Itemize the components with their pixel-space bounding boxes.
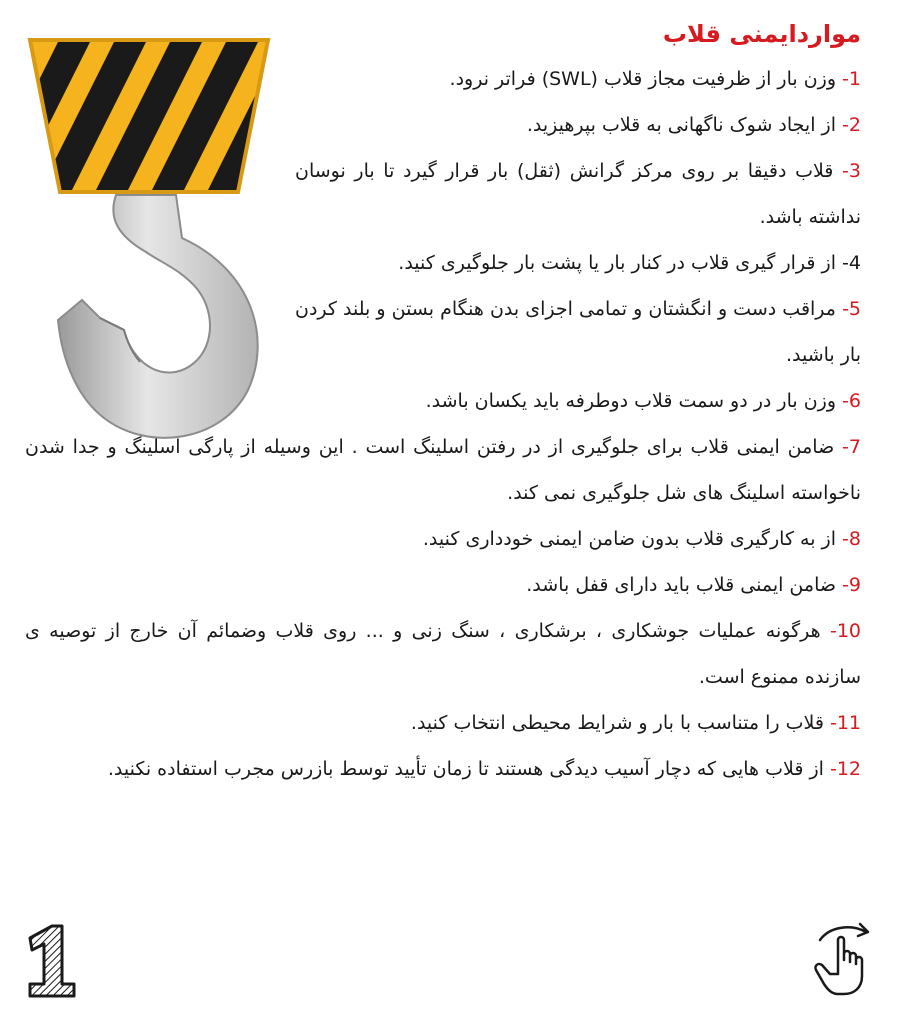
item-number: 6- [842,390,861,412]
item-number: 12- [829,758,861,780]
list-item [25,424,861,516]
list-item [295,240,861,286]
item-number: 10- [829,620,861,642]
item-text: هرگونه عملیات جوشکاری ، برشکاری ، سنگ زنی و ... روی قلاب وضمائم آن خارج از توصیه ی سازنده ممنوع است. [25,620,861,688]
item-text: از به کارگیری قلاب بدون ضامن ایمنی خودداری کنید. [422,528,836,550]
list-item [25,562,861,608]
item-text: ضامن ایمنی قلاب برای جلوگیری از در رفتن اسلینگ است . این وسیله از پارگی اسلینگ و جدا شدن ناخواسته اسلینگ های شل جلوگیری نمی کند. [25,436,861,504]
page-number [22,920,82,1000]
item-number: 8- [842,528,861,550]
list-item [25,608,861,700]
list-item [295,102,861,148]
list-item [295,56,861,102]
item-number: 1- [842,68,861,90]
item-text: از ایجاد شوک ناگهانی به قلاب بپرهیزید. [526,114,836,136]
list-item [25,746,861,792]
item-text: از قرار گیری قلاب در کنار بار یا پشت بار جلوگیری کنید. [398,252,836,274]
item-number: 9- [842,574,861,596]
item-number: 2- [842,114,861,136]
item-number: 4- [842,252,861,274]
item-text: قلاب دقیقا بر روی مرکز گرانش (ثقل) بار قرار گیرد تا بار نوسان نداشته باشد. [295,160,861,228]
list-item [295,286,861,378]
item-number: 3- [842,160,861,182]
item-number: 7- [842,436,861,458]
item-text: قلاب را متناسب با بار و شرایط محیطی انتخاب کنید. [410,712,824,734]
safety-content [25,12,861,792]
page-title: مواردایمنی قلاب [662,20,861,48]
list-item [25,378,861,424]
item-number: 5- [842,298,862,320]
item-text: وزن بار از ظرفیت مجاز قلاب (SWL) فراتر نرود. [449,68,836,90]
item-number: 11- [829,712,861,734]
item-text: وزن بار در دو سمت قلاب دوطرفه باید یکسان باشد. [425,390,836,412]
item-text: از قلاب هایی که دچار آسیب دیدگی هستند تا زمان تأیید توسط بازرس مجرب استفاده نکنید. [107,758,824,780]
list-item [295,148,861,240]
list-item [25,516,861,562]
swipe-hand-icon[interactable] [808,918,880,998]
list-item [25,700,861,746]
item-text: ضامن ایمنی قلاب باید دارای قفل باشد. [526,574,836,596]
item-text: مراقب دست و انگشتان و تمامی اجزای بدن هنگام بستن و بلند کردن بار باشید. [295,298,861,366]
